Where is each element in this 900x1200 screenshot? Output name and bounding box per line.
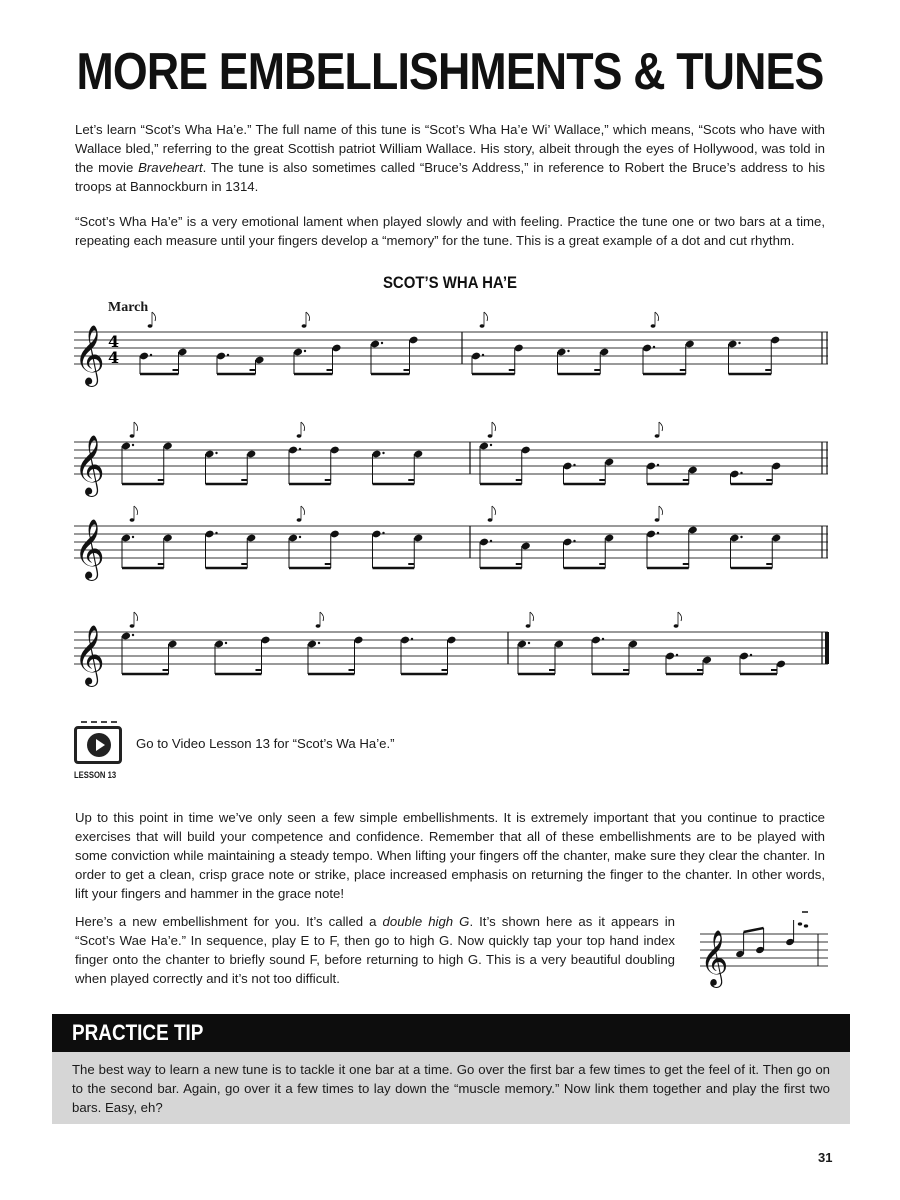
time-signature-bottom: 4 [108,348,120,367]
body-paragraph-3: Up to this point in time we’ve only seen a few simple embellishments. It is extremely important that you continue to practice exercises that will build your competence and confidence. Remember that all of these embellishments are to be played with some conviction while maintaining a steady tempo. When lifting your fingers off the chanter, make sure they clear the chanter. In order to get a clean, crisp grace note or strike, place increased emphasis on returning the finger to the chanter. In other words, lift your fingers and hammer in the grace note! [75,810,825,901]
page-title: MORE EMBELLISHMENTS & TUNES [76,43,824,101]
tune-title: SCOT’S WHA HA’E [382,273,518,292]
treble-clef-icon: 𝄞 [74,435,105,495]
tempo-marking: March [108,300,149,315]
music-staff-line-4 [72,618,832,698]
lesson-label: LESSON 13 [74,770,117,780]
double-high-g-example-staff [700,914,830,984]
treble-clef-icon: 𝄞 [74,519,105,579]
intro-paragraph-1: Let’s learn “Scot’s Wha Ha’e.” The full name of this tune is “Scot’s Wha Ha’e Wi’ Wallace,” which means, “Scots who have with Wallace bled,” referring to the great Scottish patriot William Wallace. His story, albeit through the eyes of Hollywood, was told in the movie Braveheart. The tune is also sometimes called “Bruce’s Address,” in reference to Robert the Bruce’s address to his troops at Bannockburn in 1314. [75,122,825,194]
practice-tip-body: The best way to learn a new tune is to tackle it one bar at a time. Go over the first bar a few times to get the feel of it. Then go on to the second bar. Again, go over it a few times to lay down the “muscle memory.” Now link them together and play the first two bars. Easy, eh? [52,1052,850,1124]
music-staff-line-3 [72,512,832,592]
treble-clef-icon: 𝄞 [74,325,105,385]
video-play-icon[interactable] [74,726,122,764]
video-lesson-text: Go to Video Lesson 13 for “Scot’s Wa Ha’e.” [136,736,395,751]
music-staff-line-2 [72,428,832,508]
treble-clef-icon: 𝄞 [700,930,729,986]
time-signature-top: 4 [108,332,120,351]
practice-tip-header [52,1014,850,1052]
embellishment-term: double high G [382,914,470,929]
movie-title: Braveheart [138,160,203,175]
video-lesson-badge[interactable] [74,722,134,784]
page-number: 31 [818,1150,833,1165]
practice-tip-heading: PRACTICE TIP [72,1020,204,1045]
music-staff-line-1 [72,318,832,398]
treble-clef-icon: 𝄞 [74,625,105,685]
body-paragraph-4: Here’s a new embellishment for you. It’s called a double high G. It’s shown here as it appears in “Scot’s Wae Ha’e.” In sequence, play E to F, then go to high G. Now quickly tap your top hand index finger onto the chanter to briefly sound F, before returning to high G. This is a very beautiful doubling when played correctly and it’s not too difficult. [75,914,675,986]
intro-paragraph-2: “Scot’s Wha Ha’e” is a very emotional lament when played slowly and with feeling. Practice the tune one or two bars at a time, repeating each measure until your fingers develop a “memory” for the tune. This is a great example of a dot and cut rhythm. [75,214,825,248]
